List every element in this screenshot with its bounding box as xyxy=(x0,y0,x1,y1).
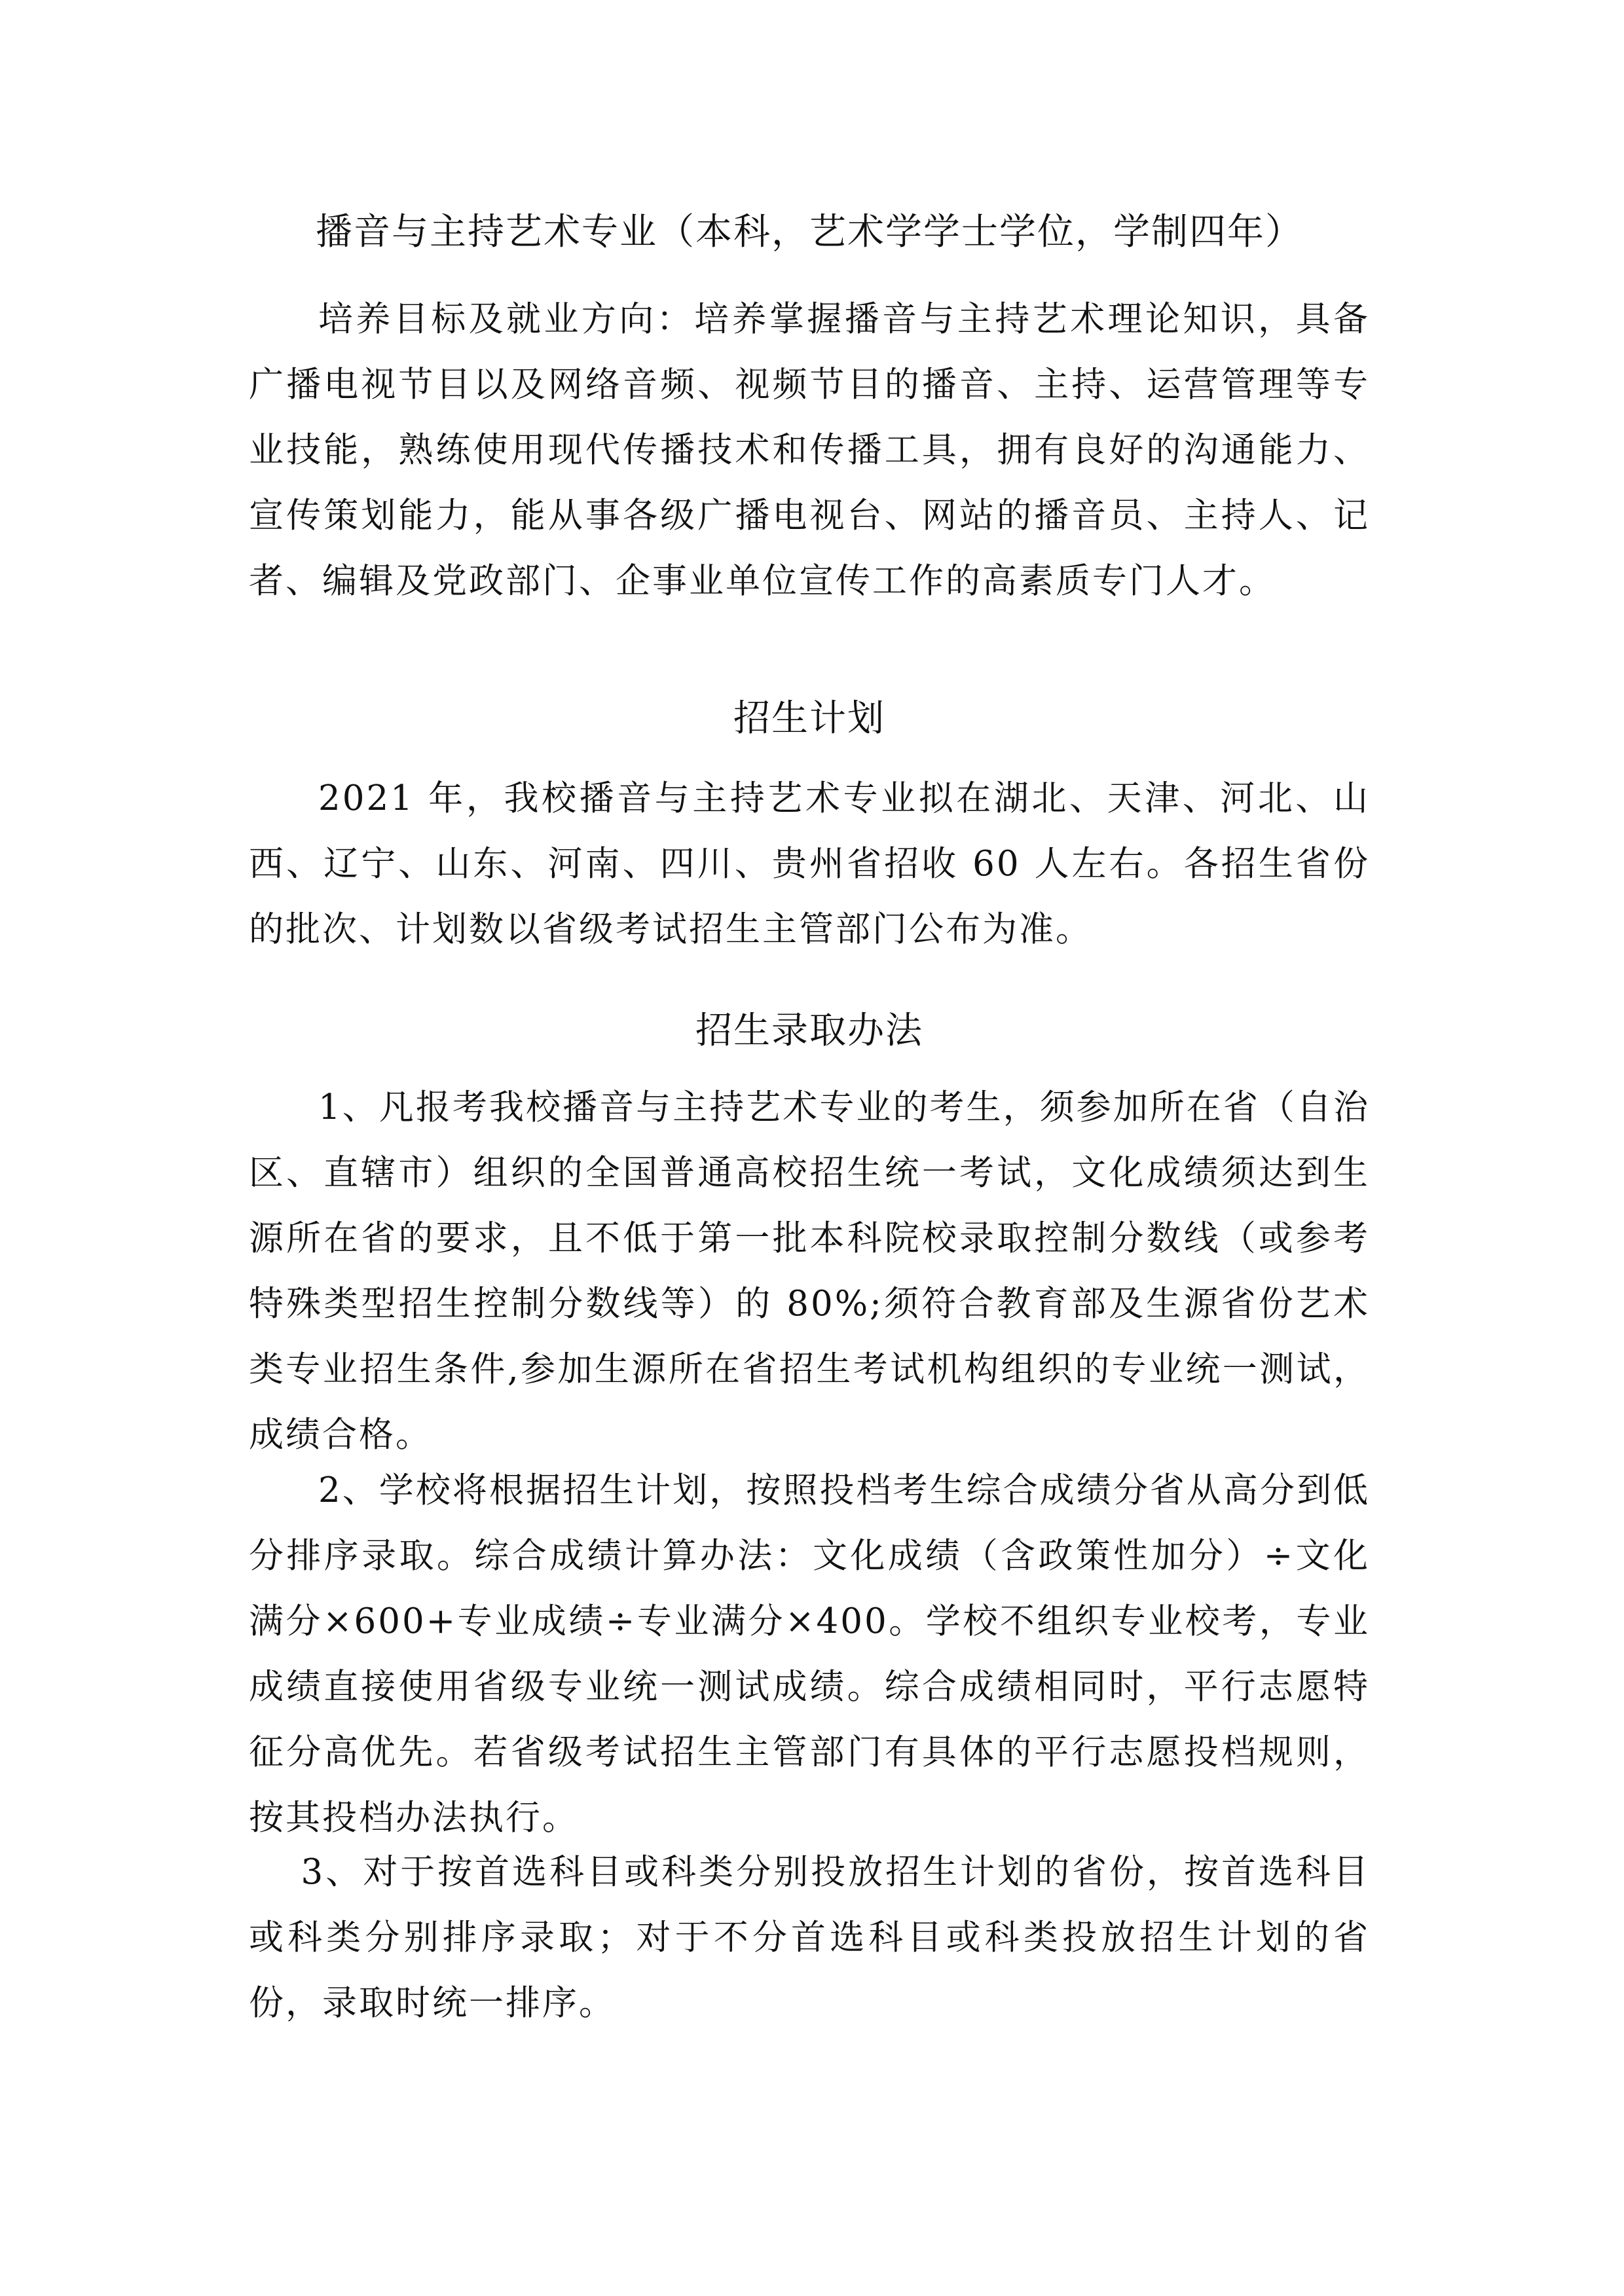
major-title: 播音与主持艺术专业（本科，艺术学学士学位，学制四年） xyxy=(316,211,1303,253)
enrollment-plan-heading: 招生计划 xyxy=(733,697,885,740)
admission-rule-3: 3、对于按首选科目或科类分别投放招生计划的省份，按首选科目或科类分别排序录取；对于不分首选科目或科类投放招生计划的省份，录取时统一排序。 xyxy=(249,1852,1370,2023)
admission-method-heading: 招生录取办法 xyxy=(695,1010,923,1052)
enrollment-plan-paragraph: 2021 年，我校播音与主持艺术专业拟在湖北、天津、河北、山西、辽宁、山东、河南、四川、贵州省招收 60 人左右。各招生省份的批次、计划数以省级考试招生主管部门公布为准。 xyxy=(249,778,1370,949)
admission-rule-2: 2、学校将根据招生计划，按照投档考生综合成绩分省从高分到低分排序录取。综合成绩计算办法：文化成绩（含政策性加分）÷文化满分×600+专业成绩÷专业满分×400。学校不组织专业校考，专业成绩直接使用省级专业统一测试成绩。综合成绩相同时，平行志愿特征分高优先。若省级考试招生主管部门有具体的平行志愿投档规则，按其投档办法执行。 xyxy=(249,1470,1370,1838)
admission-rule-1: 1、凡报考我校播音与主持艺术专业的考生，须参加所在省（自治区、直辖市）组织的全国普通高校招生统一考试，文化成绩须达到生源所在省的要求，且不低于第一批本科院校录取控制分数线（或参考特殊类型招生控制分数线等）的 80%;须符合教育部及生源省份艺术类专业招生条件,参加生源所在省招生考试机构组织的专业统一测试，成绩合格。 xyxy=(249,1087,1370,1455)
training-goals-paragraph: 培养目标及就业方向：培养掌握播音与主持艺术理论知识，具备广播电视节目以及网络音频、视频节目的播音、主持、运营管理等专业技能，熟练使用现代传播技术和传播工具，拥有良好的沟通能力、宣传策划能力，能从事各级广播电视台、网站的播音员、主持人、记者、编辑及党政部门、企事业单位宣传工作的高素质专门人才。 xyxy=(249,299,1370,601)
